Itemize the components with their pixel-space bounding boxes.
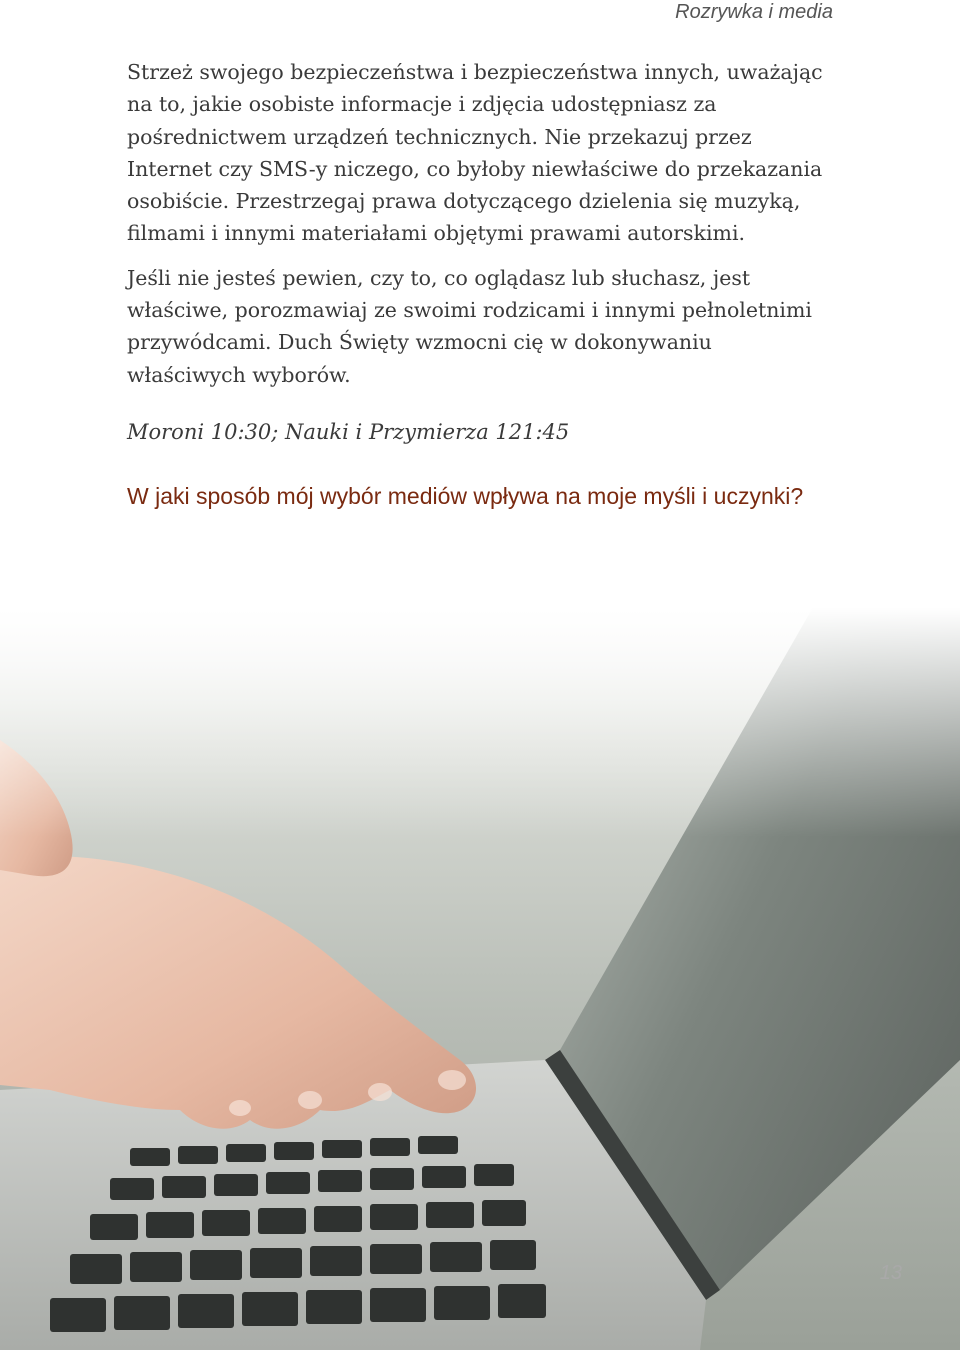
running-head: Rozrywka i media	[675, 1, 833, 23]
paragraph-guidance: Jeśli nie jesteś pewien, czy to, co oglądasz lub słuchasz, jest właściwe, porozmawiaj ze swoimi rodzicami i innymi pełnoletnimi przywódcami. Duch Święty wzmocni cię w dokonywaniu właściwych wyborów.	[127, 265, 812, 387]
reflection-question: W jaki sposób mój wybór mediów wpływa na moje myśli i uczynki?	[127, 483, 804, 509]
body-text	[127, 56, 837, 403]
scripture-reference: Moroni 10:30; Nauki i Przymierza 121:45	[127, 420, 570, 444]
page-number: 13	[879, 1262, 902, 1284]
paragraph-safety: Strzeż swojego bezpieczeństwa i bezpieczeństwa innych, uważając na to, jakie osobiste informacje i zdjęcia udostępniasz za pośrednictwem urządzeń technicznych. Nie przekazuj przez Internet czy SMS-y niczego, co byłoby niewłaściwe do przekazania osobiście. Przestrzegaj prawa dotyczącego dzielenia się muzyką, filmami i innymi materiałami objętymi prawami autorskimi.	[127, 60, 823, 246]
